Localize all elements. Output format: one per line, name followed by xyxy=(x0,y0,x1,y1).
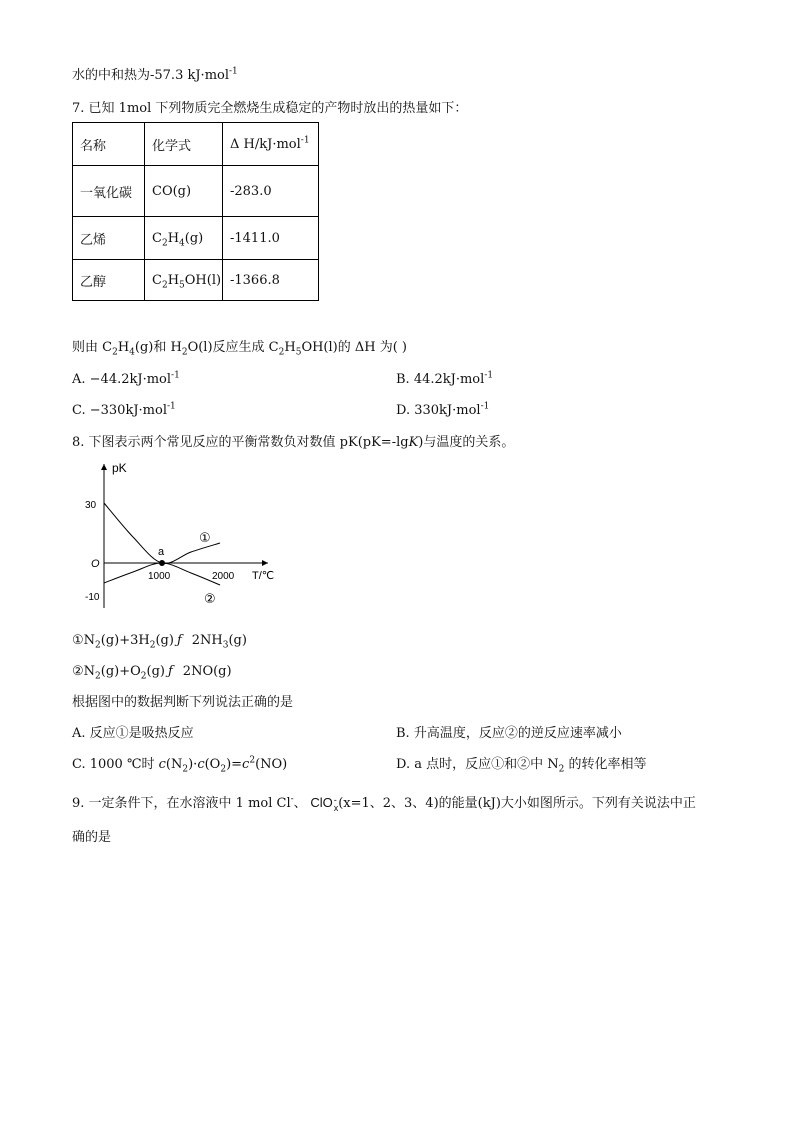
q9-stem-line2: 确的是 xyxy=(72,830,112,845)
table-header: 化学式 xyxy=(145,123,223,166)
q7-option-c: C. −330kJ·mol$^{-1}$ xyxy=(72,401,176,418)
q9-stem: 9. 一定条件下，在水溶液中 1 mol Cl-、 ClO - x (x=1、2、3、4)的能量(kJ)大小如图所示。下列有关说法中正 xyxy=(72,794,696,813)
table-header: Δ H/kJ·mol$^{-1}$ xyxy=(223,123,319,166)
point-a-marker xyxy=(159,560,165,566)
table-cell: CO(g) xyxy=(145,166,223,217)
series-2-label: ② xyxy=(204,591,216,606)
table-cell: -283.0 xyxy=(223,166,319,217)
table-row xyxy=(73,166,319,217)
q7-question: 则由 $C_2H_4(g)$和 $H_2O(l)$反应生成 $C_2H_5OH(l)$的 ΔH 为( ) xyxy=(72,340,407,358)
pk-temperature-chart xyxy=(76,458,286,610)
heat-table xyxy=(72,122,319,301)
y-tick-label: -10 xyxy=(85,592,100,603)
point-a-label: a xyxy=(158,546,165,558)
table-cell: -1411.0 xyxy=(223,217,319,260)
q7-option-d: D. 330kJ·mol$^{-1}$ xyxy=(396,401,490,418)
q8-option-d: D. a 点时，反应①和②中 $N_2$ 的转化率相等 xyxy=(396,757,647,775)
table-cell: 乙烯 xyxy=(73,217,145,260)
top-line: 水的中和热为-57.3 kJ·mol$^{-1}$ xyxy=(72,66,238,83)
table-row xyxy=(73,217,319,260)
origin-label: O xyxy=(91,558,100,570)
series-1-label: ① xyxy=(199,530,211,545)
table-header: 名称 xyxy=(73,123,145,166)
table-cell: 乙醇 xyxy=(73,260,145,301)
y-axis-label: pK xyxy=(112,461,127,475)
q7-stem: 7. 已知 1mol 下列物质完全燃烧生成稳定的产物时放出的热量如下： xyxy=(72,101,468,116)
table-row xyxy=(73,260,319,301)
q8-reaction-2: $②N_2(g)+O_2(g)$ ƒ 2NO(g) xyxy=(72,664,232,682)
table-cell: 一氧化碳 xyxy=(73,166,145,217)
x-axis-label: T/℃ xyxy=(252,570,275,582)
table-cell: $C_2H_4(g)$ xyxy=(145,217,223,260)
q7-option-a: A. −44.2kJ·mol$^{-1}$ xyxy=(72,370,180,387)
q8-reaction-1: $①N_2(g)+3H_2(g)$ ƒ $2NH_3(g)$ xyxy=(72,633,247,651)
x-tick-label: 1000 xyxy=(148,571,171,582)
table-cell: $C_2H_5OH(l)$ xyxy=(145,260,223,301)
q8-prompt: 根据图中的数据判断下列说法正确的是 xyxy=(72,695,294,710)
q7-option-b: B. 44.2kJ·mol$^{-1}$ xyxy=(396,370,494,387)
q8-stem: 8. 下图表示两个常见反应的平衡常数负对数值 pK(pK=-lgK)与温度的关系。 xyxy=(72,435,515,450)
y-tick-label: 30 xyxy=(85,500,97,511)
q8-option-b: B. 升高温度，反应②的逆反应速率减小 xyxy=(396,726,622,741)
x-tick-label: 2000 xyxy=(212,571,235,582)
table-cell: -1366.8 xyxy=(223,260,319,301)
table-row xyxy=(73,123,319,166)
q8-option-c: C. 1000 ℃时 $c(N_2)\cdot c(O_2)=c^2(NO)$ xyxy=(72,755,288,775)
q8-option-a: A. 反应①是吸热反应 xyxy=(72,726,194,741)
